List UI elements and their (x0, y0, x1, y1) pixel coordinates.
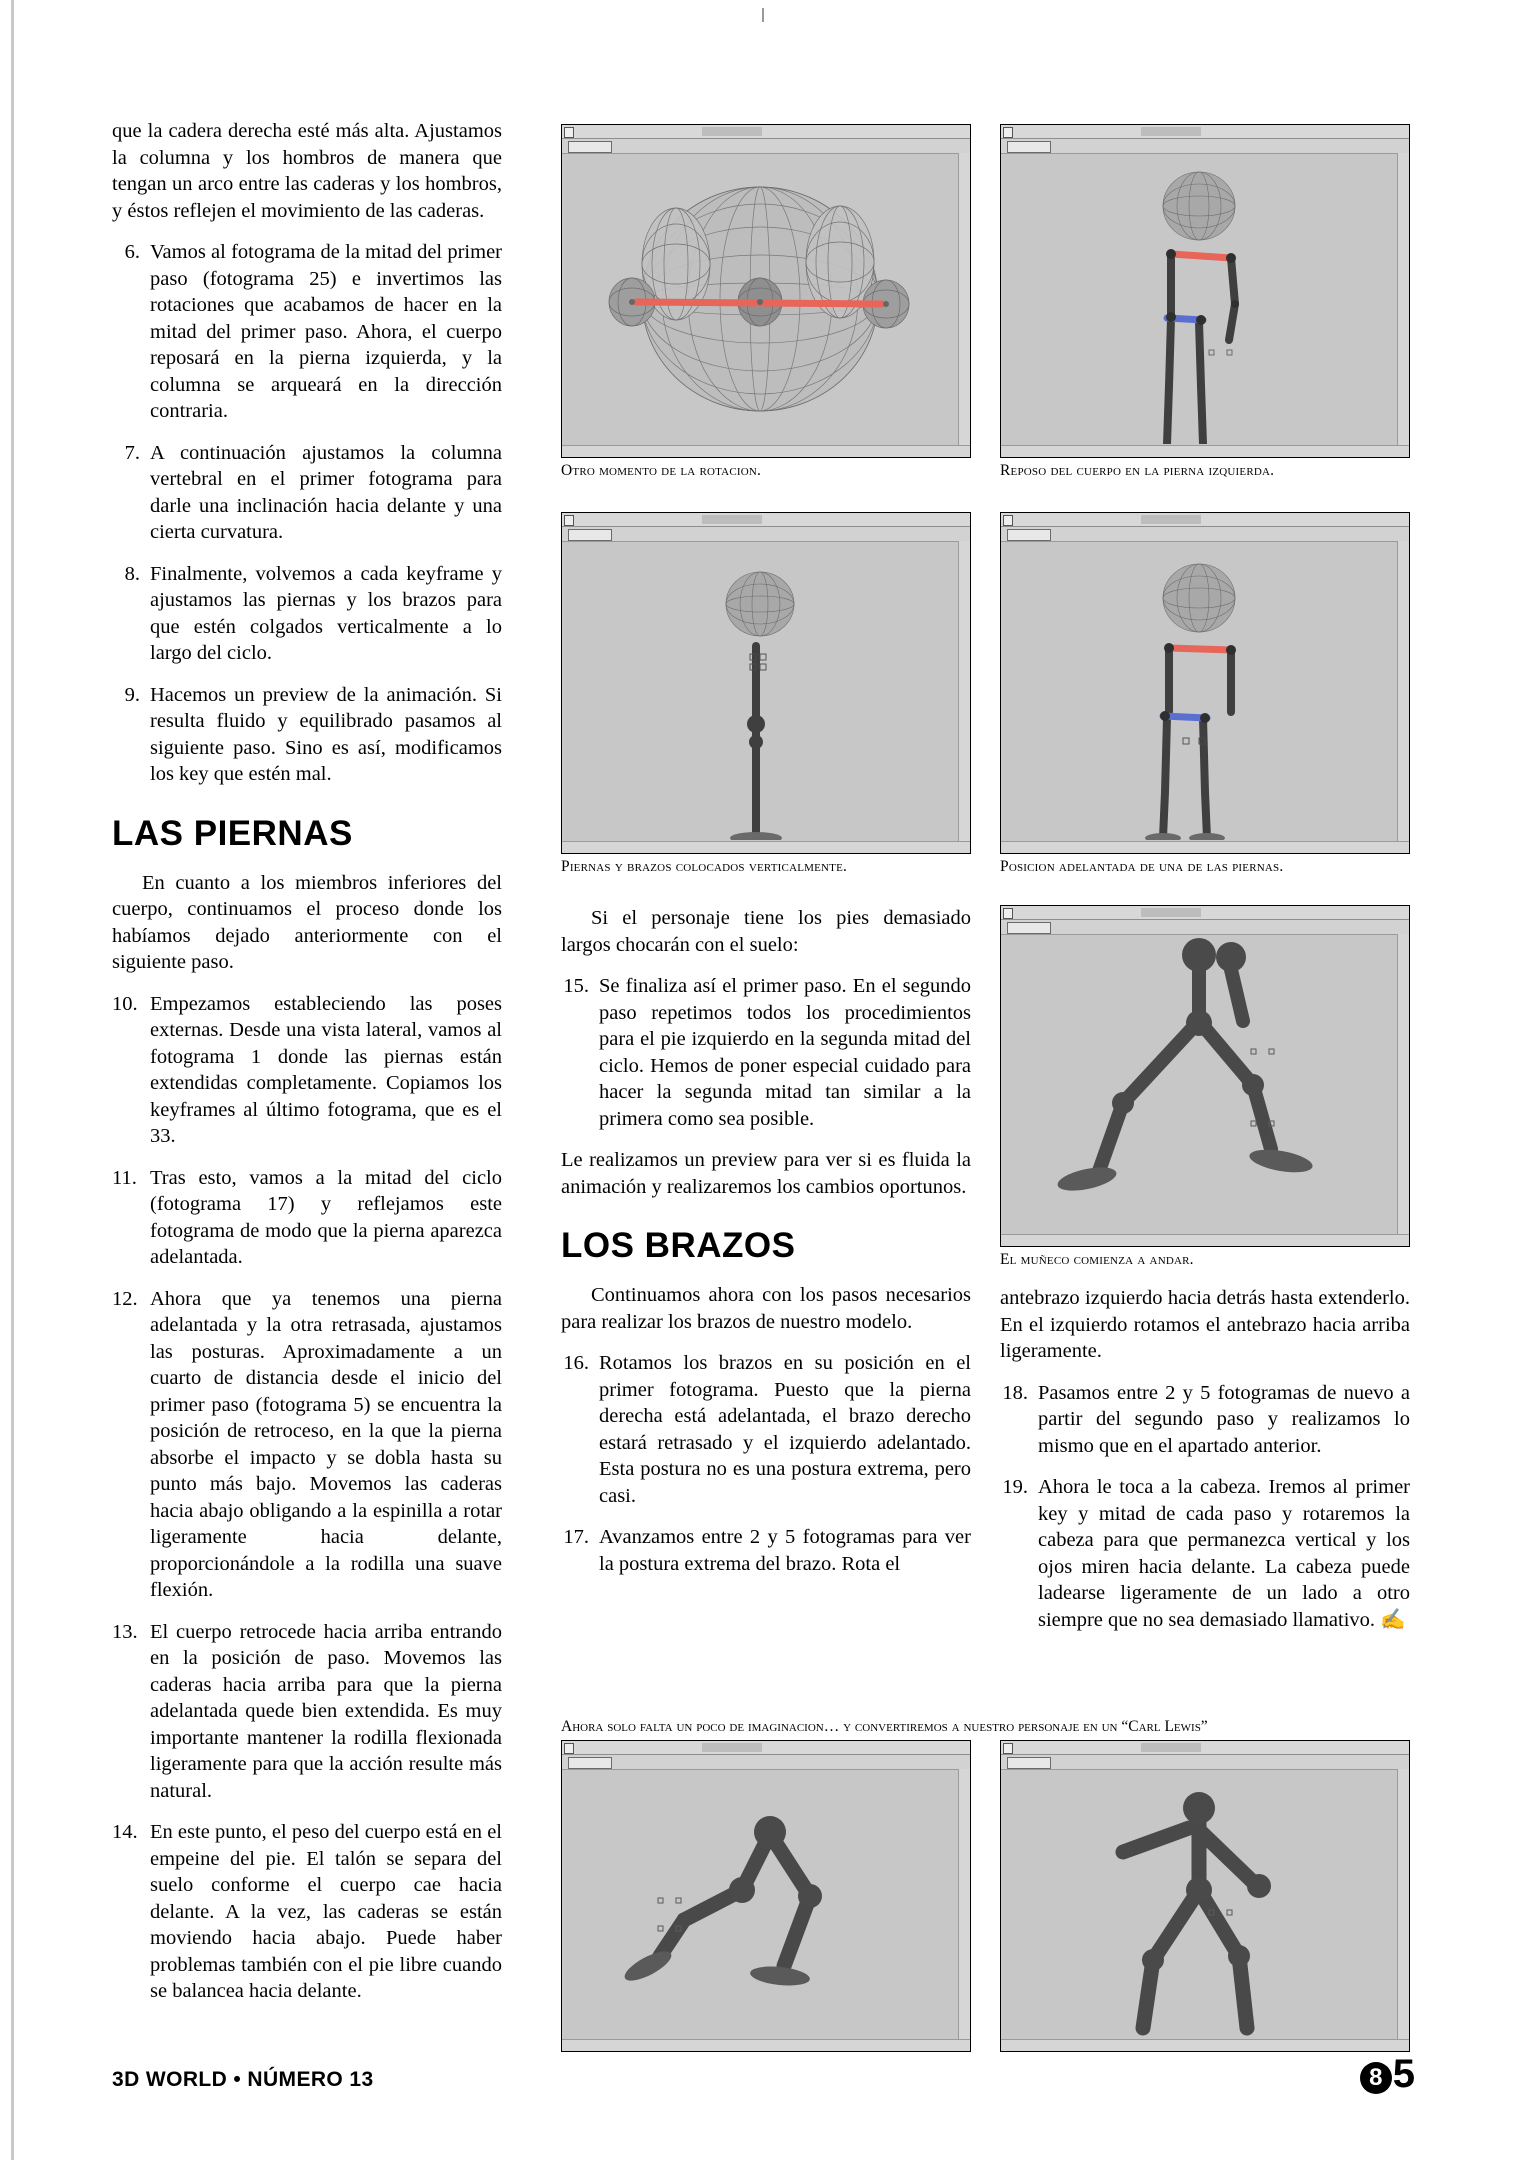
viewport-7[interactable] (1003, 1770, 1397, 2039)
window-title-placeholder (1141, 127, 1201, 136)
figure-caption: Piernas y brazos colocados verticalmente. (561, 858, 848, 875)
list-number: 17. (563, 1526, 589, 1548)
viewport-2[interactable] (1003, 154, 1397, 445)
viewport-5[interactable] (1003, 935, 1397, 1234)
list-item (561, 973, 971, 1132)
ruler-right (958, 153, 970, 446)
viewport-label-box[interactable] (568, 141, 612, 153)
figure-vertical-limbs (561, 512, 971, 876)
footer-publication: 3D WORLD • NÚMERO 13 (112, 2068, 374, 2091)
app-window-3 (561, 512, 971, 854)
figure-walking (1000, 905, 1410, 1269)
left-column (112, 118, 502, 2020)
list-text: Ahora que ya tenemos una pierna adelantada y la otra retrasada, ajustamos las posturas. Aproximadamente a un cuarto de distancia desde el inicio del primer paso (fotograma 5) se encuentra la posición de retroceso, en la que la pierna absorbe el impacto y se dobla hasta su punto más bajo. Movemos las caderas hacia abajo obligando a la espinilla a rotar ligeramente hacia delante, proporcionándole a la rodilla una suave flexión. (150, 1287, 502, 1601)
list-text: El cuerpo retrocede hacia arriba entrando en la posición de paso. Movemos las caderas hacia arriba para que la pierna adelantada quede bien extendida. Es muy importante mantener la rodilla flexionada ligeramente para que la acción resulte más natural. (150, 1620, 502, 1802)
window-menu-icon[interactable] (1003, 908, 1013, 919)
page-edge-line (11, 0, 14, 2160)
app-window-2 (1000, 124, 1410, 458)
window-titlebar[interactable] (1001, 1741, 1409, 1755)
viewport-label-box[interactable] (1007, 922, 1051, 934)
viewport-label-box[interactable] (1007, 529, 1051, 541)
window-titlebar[interactable] (1001, 513, 1409, 527)
paragraph-intro-legs: En cuanto a los miembros inferiores del cuerpo, continuamos el proceso donde los habíamos dejado anteriormente con el siguiente paso. (112, 871, 502, 973)
window-toolbar[interactable] (1001, 920, 1409, 935)
ruler-right (1397, 541, 1409, 842)
app-window-1 (561, 124, 971, 458)
window-toolbar[interactable] (1001, 527, 1409, 542)
figure-run-2 (1000, 1740, 1410, 2052)
list-text: Finalmente, volvemos a cada keyframe y ajustamos las piernas y los brazos para que estén colgados verticalmente a lo largo del ciclo. (150, 562, 502, 664)
list-text: Hacemos un preview de la animación. Si resulta fluido y equilibrado pasamos al siguiente paso. Sino es así, modificamos los key que estén mal. (150, 683, 502, 785)
ruler-right (958, 541, 970, 842)
end-mark-icon: ✍ (1375, 1608, 1406, 1631)
window-titlebar[interactable] (1001, 906, 1409, 920)
ruler-right (1397, 153, 1409, 446)
middle-column (561, 905, 971, 1592)
list-item (112, 440, 502, 546)
figure-rest-left-leg (1000, 124, 1410, 480)
list-item (112, 1819, 502, 2005)
list-number: 6. (124, 241, 140, 263)
ruler-bottom (1001, 1234, 1409, 1246)
window-toolbar[interactable] (562, 139, 970, 154)
list-number: 14. (112, 1821, 138, 1843)
window-title-placeholder (1141, 908, 1201, 917)
list-text: Ahora le toca a la cabeza. Iremos al primer key y mitad de cada paso y rotaremos la cabeza para que permanezca vertical y los ojos miren hacia delante. La cabeza puede ladearse ligeramente de un lado a otro siempre que no sea demasiado llamativo. (1038, 1476, 1410, 1631)
window-title-placeholder (702, 515, 762, 524)
window-toolbar[interactable] (1001, 139, 1409, 154)
list-number: 18. (1002, 1381, 1028, 1404)
list-item (112, 682, 502, 788)
list-text: A continuación ajustamos la columna vertebral en el primer fotograma para darle una inclinación hacia delante y una cierta curvatura. (150, 441, 502, 543)
list-text: Vamos al fotograma de la mitad del primer paso (fotograma 25) e invertimos las rotaciones que acabamos de hacer en la mitad del primer paso. Ahora, el cuerpo reposará en la pierna izquierda, y la columna se arqueará en la dirección contraria. (150, 241, 502, 422)
list-item (561, 1524, 971, 1577)
list-item (112, 239, 502, 425)
app-window-4 (1000, 512, 1410, 854)
figure-caption: Reposo del cuerpo en la pierna izquierda. (1000, 462, 1275, 479)
list-number: 13. (112, 1620, 138, 1643)
window-title-placeholder (702, 127, 762, 136)
list-item (112, 1619, 502, 1805)
window-titlebar[interactable] (562, 125, 970, 139)
page-number: 8 5 (1360, 2052, 1415, 2097)
figure-caption: El muñeco comienza a andar. (1000, 1251, 1194, 1268)
right-column (1000, 1285, 1410, 1648)
viewport-label-box[interactable] (568, 1757, 612, 1769)
viewport-label-box[interactable] (568, 529, 612, 541)
window-menu-icon[interactable] (1003, 127, 1013, 138)
window-menu-icon[interactable] (564, 515, 574, 526)
list-item (1000, 1474, 1410, 1633)
paragraph-preview: Le realizamos un preview para ver si es fluida la animación y realizaremos los cambios oportunos. (561, 1149, 971, 1198)
list-item (561, 1350, 971, 1509)
ruler-right (1397, 934, 1409, 1235)
list-item (112, 991, 502, 1150)
section-heading-arms: LOS BRAZOS (561, 1226, 796, 1265)
list-text: Empezamos estableciendo las poses externas. Desde una vista lateral, vamos al fotograma 1 donde las piernas están extendidas completamente. Copiamos los keyframes al último fotograma, que es el 33. (150, 992, 502, 1147)
list-number: 12. (112, 1287, 138, 1310)
list-text: Pasamos entre 2 y 5 fotogramas de nuevo a partir del segundo paso y realizamos lo mismo que en el apartado anterior. (1038, 1381, 1410, 1457)
list-number: 11. (112, 1166, 137, 1189)
window-titlebar[interactable] (562, 513, 970, 527)
list-number: 19. (1002, 1476, 1028, 1498)
list-text: En este punto, el peso del cuerpo está en el empeine del pie. El talón se separa del suelo conforme el cuerpo cae hacia delante. A la vez, las caderas se están moviendo hacia abajo. Puede haber problemas también con el pie libre cuando se balancea hacia delante. (150, 1821, 502, 2002)
app-window-5 (1000, 905, 1410, 1247)
list-text: Se finaliza así el primer paso. En el segundo paso repetimos todos los procedimientos para el pie izquierdo en la segunda mitad del ciclo. Hemos de poner especial cuidado para hacer la segunda mitad tan similar a la primera como sea posible. (599, 975, 971, 1130)
list-item (1000, 1380, 1410, 1460)
list-number: 9. (124, 683, 140, 706)
ruler-bottom (1001, 841, 1409, 853)
ruler-right (1397, 1769, 1409, 2040)
ruler-bottom (1001, 445, 1409, 457)
figure-run-1 (561, 1740, 971, 2052)
viewport-label-box[interactable] (1007, 141, 1051, 153)
list-item (112, 561, 502, 667)
viewport-1[interactable] (564, 154, 958, 445)
paragraph-continuation: que la cadera derecha esté más alta. Ajustamos la columna y los hombros de manera que tengan un arco entre las caderas y los hombros, y éstos reflejen el movimiento de las caderas. (112, 120, 502, 222)
paragraph-intro-arms: Continuamos ahora con los pasos necesarios para realizar los brazos de nuestro modelo. (561, 1284, 971, 1333)
ruler-bottom (562, 2039, 970, 2051)
window-menu-icon[interactable] (564, 1743, 574, 1754)
list-text: Rotamos los brazos en su posición en el primer fotograma. Puesto que la pierna derecha está adelantada, el brazo derecho estará retrasado y el izquierdo adelantado. Esta postura no es una postura extrema, pero casi. (599, 1352, 971, 1507)
viewport-3[interactable] (564, 542, 958, 841)
list-text: Avanzamos entre 2 y 5 fotogramas para ver la postura extrema del brazo. Rota el (599, 1526, 971, 1575)
list-item (112, 1165, 502, 1271)
wide-caption: Ahora solo falta un poco de imaginacion… y convertiremos a nuestro personaje en un “Carl Lewis” (561, 1718, 1208, 1735)
ruler-bottom (1001, 2039, 1409, 2051)
window-menu-icon[interactable] (1003, 1743, 1013, 1754)
window-menu-icon[interactable] (564, 127, 574, 138)
window-toolbar[interactable] (562, 1755, 970, 1770)
ruler-bottom (562, 445, 970, 457)
app-window-6 (561, 1740, 971, 2052)
viewport-4[interactable] (1003, 542, 1397, 841)
paragraph-continuation-right: antebrazo izquierdo hacia detrás hasta extenderlo. En el izquierdo rotamos el antebrazo hacia arriba ligeramente. (1000, 1287, 1410, 1362)
list-number: 10. (112, 992, 138, 1015)
viewport-6[interactable] (564, 1770, 958, 2039)
figure-advanced-leg (1000, 512, 1410, 876)
window-titlebar[interactable] (562, 1741, 970, 1755)
window-title-placeholder (702, 1743, 762, 1752)
list-number: 15. (563, 975, 589, 997)
window-toolbar[interactable] (562, 527, 970, 542)
ruler-bottom (562, 841, 970, 853)
list-number: 7. (124, 441, 140, 464)
figure-caption: Posicion adelantada de una de las piernas. (1000, 858, 1284, 875)
figure-caption: Otro momento de la rotacion. (561, 462, 762, 479)
app-window-7 (1000, 1740, 1410, 2052)
list-text: Tras esto, vamos a la mitad del ciclo (fotograma 17) y reflejamos este fotograma de modo que la pierna aparezca adelantada. (150, 1166, 502, 1268)
window-title-placeholder (1141, 515, 1201, 524)
window-titlebar[interactable] (1001, 125, 1409, 139)
list-number: 8. (124, 562, 140, 585)
viewport-label-box[interactable] (1007, 1757, 1051, 1769)
paragraph-feet: Si el personaje tiene los pies demasiado largos chocarán con el suelo: (561, 907, 971, 956)
figure-rotation (561, 124, 971, 480)
section-heading-legs: LAS PIERNAS (112, 813, 353, 853)
window-menu-icon[interactable] (1003, 515, 1013, 526)
list-item (112, 1286, 502, 1604)
window-title-placeholder (1141, 1743, 1201, 1752)
list-number: 16. (563, 1352, 589, 1374)
crop-mark (762, 8, 764, 22)
ruler-right (958, 1769, 970, 2040)
window-toolbar[interactable] (1001, 1755, 1409, 1770)
